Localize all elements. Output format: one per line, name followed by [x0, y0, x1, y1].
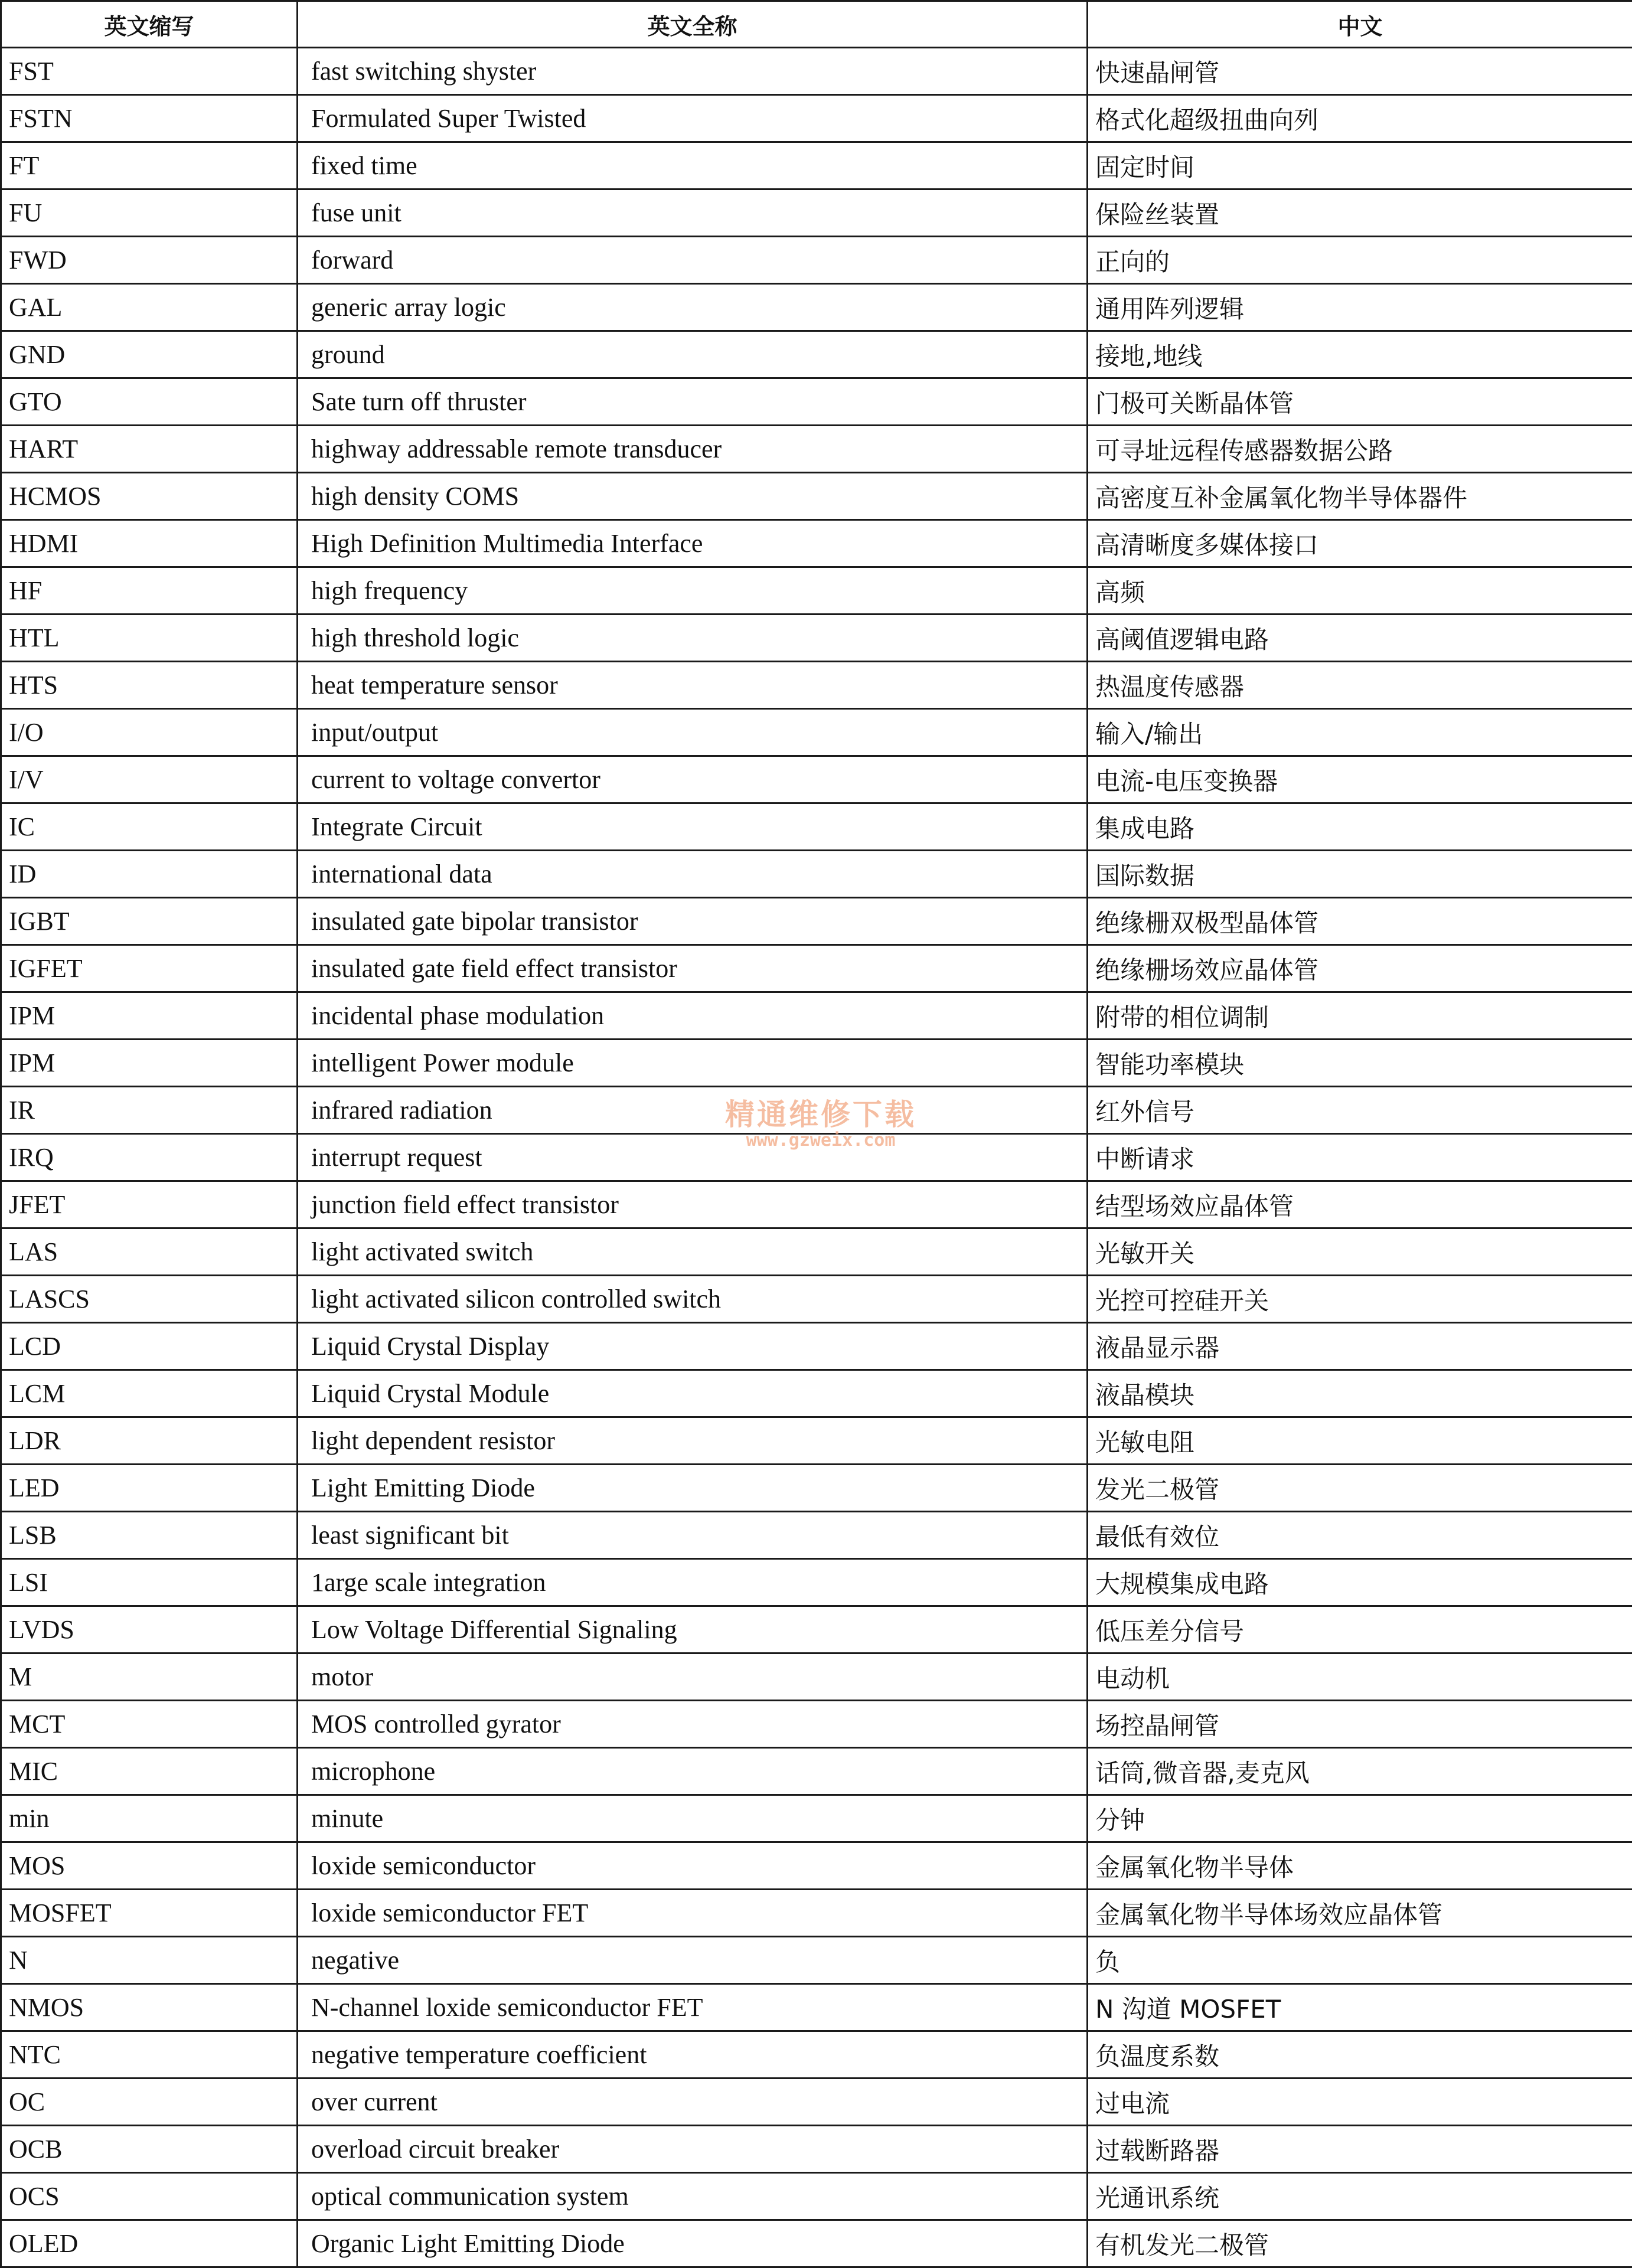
full-name-cell: interrupt request [298, 1134, 1088, 1181]
abbreviation-cell: min [1, 1795, 298, 1842]
abbreviation-cell: FT [1, 142, 298, 189]
chinese-cell: 可寻址远程传感器数据公路 [1088, 426, 1632, 473]
abbreviation-cell: LASCS [1, 1276, 298, 1323]
full-name-cell: highway addressable remote transducer [298, 426, 1088, 473]
abbreviation-cell: HART [1, 426, 298, 473]
table-row [1, 1937, 1632, 1984]
table-row [1, 945, 1632, 992]
table-row [1, 756, 1632, 803]
table-row [1, 331, 1632, 378]
full-name-cell: fast switching shyster [298, 48, 1088, 95]
full-name-cell: loxide semiconductor FET [298, 1890, 1088, 1937]
table-row [1, 1370, 1632, 1417]
table-row [1, 2173, 1632, 2220]
chinese-cell: 话筒,微音器,麦克风 [1088, 1748, 1632, 1795]
chinese-cell: 中断请求 [1088, 1134, 1632, 1181]
abbreviation-cell: IGBT [1, 898, 298, 945]
chinese-cell: 光控可控硅开关 [1088, 1276, 1632, 1323]
abbreviation-cell: FU [1, 189, 298, 237]
chinese-cell: 正向的 [1088, 237, 1632, 284]
table-row [1, 520, 1632, 567]
chinese-cell: N 沟道 MOSFET [1088, 1984, 1632, 2031]
table-row [1, 1984, 1632, 2031]
full-name-cell: high threshold logic [298, 615, 1088, 662]
full-name-cell: optical communication system [298, 2173, 1088, 2220]
table-row [1, 2126, 1632, 2173]
table-row [1, 1559, 1632, 1606]
abbreviation-cell: HDMI [1, 520, 298, 567]
watermark-url: www.gzweix.com [703, 1131, 939, 1150]
header-row [1, 1, 1632, 48]
chinese-cell: 固定时间 [1088, 142, 1632, 189]
abbreviation-cell: I/O [1, 709, 298, 756]
full-name-cell: Formulated Super Twisted [298, 95, 1088, 142]
table-row [1, 992, 1632, 1040]
full-name-cell: negative [298, 1937, 1088, 1984]
chinese-cell: 电流-电压变换器 [1088, 756, 1632, 803]
chinese-cell: 附带的相位调制 [1088, 992, 1632, 1040]
full-name-cell: over current [298, 2079, 1088, 2126]
chinese-cell: 过电流 [1088, 2079, 1632, 2126]
full-name-cell: high density COMS [298, 473, 1088, 520]
chinese-cell: 光敏开关 [1088, 1228, 1632, 1276]
abbreviation-cell: IRQ [1, 1134, 298, 1181]
full-name-cell: fixed time [298, 142, 1088, 189]
table-row [1, 473, 1632, 520]
abbreviation-cell: JFET [1, 1181, 298, 1228]
chinese-cell: 绝缘栅场效应晶体管 [1088, 945, 1632, 992]
watermark-logo-text: 精通维修下载 [703, 1098, 939, 1131]
header-abbreviation: 英文缩写 [1, 1, 298, 48]
full-name-cell: input/output [298, 709, 1088, 756]
full-name-cell: High Definition Multimedia Interface [298, 520, 1088, 567]
table-row [1, 803, 1632, 851]
abbreviation-cell: IC [1, 803, 298, 851]
table-row [1, 1323, 1632, 1370]
table-row [1, 1512, 1632, 1559]
abbreviation-cell: N [1, 1937, 298, 1984]
chinese-cell: 结型场效应晶体管 [1088, 1181, 1632, 1228]
chinese-cell: 最低有效位 [1088, 1512, 1632, 1559]
chinese-cell: 发光二极管 [1088, 1465, 1632, 1512]
abbreviation-cell: LSI [1, 1559, 298, 1606]
chinese-cell: 保险丝装置 [1088, 189, 1632, 237]
table-row [1, 662, 1632, 709]
chinese-cell: 高阈值逻辑电路 [1088, 615, 1632, 662]
chinese-cell: 高清晰度多媒体接口 [1088, 520, 1632, 567]
chinese-cell: 负温度系数 [1088, 2031, 1632, 2079]
abbreviation-cell: OCB [1, 2126, 298, 2173]
table-row [1, 2220, 1632, 2267]
abbreviation-cell: ID [1, 851, 298, 898]
abbreviation-cell: MCT [1, 1701, 298, 1748]
chinese-cell: 大规模集成电路 [1088, 1559, 1632, 1606]
table-row [1, 1890, 1632, 1937]
chinese-cell: 快速晶闸管 [1088, 48, 1632, 95]
chinese-cell: 过载断路器 [1088, 2126, 1632, 2173]
chinese-cell: 高密度互补金属氧化物半导体器件 [1088, 473, 1632, 520]
glossary-body [1, 48, 1632, 2267]
full-name-cell: light activated switch [298, 1228, 1088, 1276]
table-row [1, 426, 1632, 473]
full-name-cell: Sate turn off thruster [298, 378, 1088, 426]
table-row [1, 851, 1632, 898]
chinese-cell: 光通讯系统 [1088, 2173, 1632, 2220]
abbreviation-cell: I/V [1, 756, 298, 803]
full-name-cell: microphone [298, 1748, 1088, 1795]
table-row [1, 898, 1632, 945]
chinese-cell: 液晶显示器 [1088, 1323, 1632, 1370]
abbreviation-cell: IGFET [1, 945, 298, 992]
chinese-cell: 格式化超级扭曲向列 [1088, 95, 1632, 142]
abbreviation-cell: MIC [1, 1748, 298, 1795]
chinese-cell: 智能功率模块 [1088, 1040, 1632, 1087]
full-name-cell: high frequency [298, 567, 1088, 615]
full-name-cell: infrared radiation [298, 1087, 1088, 1134]
abbreviation-cell: M [1, 1653, 298, 1701]
abbreviation-cell: NMOS [1, 1984, 298, 2031]
full-name-cell: negative temperature coefficient [298, 2031, 1088, 2079]
full-name-cell: intelligent Power module [298, 1040, 1088, 1087]
abbreviation-cell: IPM [1, 992, 298, 1040]
full-name-cell: N-channel loxide semiconductor FET [298, 1984, 1088, 2031]
full-name-cell: fuse unit [298, 189, 1088, 237]
full-name-cell: least significant bit [298, 1512, 1088, 1559]
abbreviation-cell: HTS [1, 662, 298, 709]
full-name-cell: insulated gate bipolar transistor [298, 898, 1088, 945]
table-row [1, 1134, 1632, 1181]
table-row [1, 1748, 1632, 1795]
chinese-cell: 集成电路 [1088, 803, 1632, 851]
table-row [1, 1417, 1632, 1465]
table-row [1, 1040, 1632, 1087]
chinese-cell: 液晶模块 [1088, 1370, 1632, 1417]
table-row [1, 615, 1632, 662]
full-name-cell: Liquid Crystal Module [298, 1370, 1088, 1417]
full-name-cell: MOS controlled gyrator [298, 1701, 1088, 1748]
table-row [1, 2031, 1632, 2079]
table-row [1, 1276, 1632, 1323]
abbreviation-cell: LCD [1, 1323, 298, 1370]
chinese-cell: 接地,地线 [1088, 331, 1632, 378]
table-row [1, 1181, 1632, 1228]
abbreviation-cell: HTL [1, 615, 298, 662]
header-chinese: 中文 [1088, 1, 1632, 48]
table-row [1, 1842, 1632, 1890]
chinese-cell: 热温度传感器 [1088, 662, 1632, 709]
abbreviation-cell: HCMOS [1, 473, 298, 520]
full-name-cell: junction field effect transistor [298, 1181, 1088, 1228]
table-row [1, 1701, 1632, 1748]
abbreviation-cell: LCM [1, 1370, 298, 1417]
chinese-cell: 有机发光二极管 [1088, 2220, 1632, 2267]
table-row [1, 567, 1632, 615]
abbreviation-cell: LDR [1, 1417, 298, 1465]
chinese-cell: 金属氧化物半导体 [1088, 1842, 1632, 1890]
header-full-name: 英文全称 [298, 1, 1088, 48]
abbreviation-cell: GTO [1, 378, 298, 426]
table-row [1, 2079, 1632, 2126]
table-row [1, 48, 1632, 95]
abbreviation-cell: LED [1, 1465, 298, 1512]
chinese-cell: 分钟 [1088, 1795, 1632, 1842]
table-row [1, 189, 1632, 237]
abbreviation-cell: FWD [1, 237, 298, 284]
table-row [1, 1653, 1632, 1701]
full-name-cell: light activated silicon controlled switch [298, 1276, 1088, 1323]
full-name-cell: Low Voltage Differential Signaling [298, 1606, 1088, 1653]
chinese-cell: 国际数据 [1088, 851, 1632, 898]
table-row [1, 1795, 1632, 1842]
full-name-cell: light dependent resistor [298, 1417, 1088, 1465]
abbreviation-cell: OCS [1, 2173, 298, 2220]
table-row [1, 284, 1632, 331]
abbreviation-cell: MOS [1, 1842, 298, 1890]
abbreviation-cell: IR [1, 1087, 298, 1134]
table-row [1, 142, 1632, 189]
abbreviation-cell: LSB [1, 1512, 298, 1559]
full-name-cell: incidental phase modulation [298, 992, 1088, 1040]
full-name-cell: motor [298, 1653, 1088, 1701]
abbreviation-cell: FST [1, 48, 298, 95]
full-name-cell: loxide semiconductor [298, 1842, 1088, 1890]
full-name-cell: Liquid Crystal Display [298, 1323, 1088, 1370]
full-name-cell: 1arge scale integration [298, 1559, 1088, 1606]
full-name-cell: minute [298, 1795, 1088, 1842]
full-name-cell: current to voltage convertor [298, 756, 1088, 803]
abbreviation-cell: FSTN [1, 95, 298, 142]
table-row [1, 237, 1632, 284]
chinese-cell: 门极可关断晶体管 [1088, 378, 1632, 426]
chinese-cell: 绝缘栅双极型晶体管 [1088, 898, 1632, 945]
table-row [1, 378, 1632, 426]
abbreviation-cell: GAL [1, 284, 298, 331]
table-row [1, 1087, 1632, 1134]
full-name-cell: forward [298, 237, 1088, 284]
full-name-cell: ground [298, 331, 1088, 378]
chinese-cell: 低压差分信号 [1088, 1606, 1632, 1653]
full-name-cell: insulated gate field effect transistor [298, 945, 1088, 992]
abbreviation-cell: LVDS [1, 1606, 298, 1653]
table-row [1, 1606, 1632, 1653]
abbreviation-cell: OC [1, 2079, 298, 2126]
abbreviation-cell: NTC [1, 2031, 298, 2079]
table-row [1, 1465, 1632, 1512]
chinese-cell: 负 [1088, 1937, 1632, 1984]
table-row [1, 709, 1632, 756]
abbreviation-cell: GND [1, 331, 298, 378]
chinese-cell: 电动机 [1088, 1653, 1632, 1701]
chinese-cell: 通用阵列逻辑 [1088, 284, 1632, 331]
full-name-cell: heat temperature sensor [298, 662, 1088, 709]
full-name-cell: generic array logic [298, 284, 1088, 331]
table-row [1, 95, 1632, 142]
full-name-cell: Integrate Circuit [298, 803, 1088, 851]
chinese-cell: 输入/输出 [1088, 709, 1632, 756]
full-name-cell: international data [298, 851, 1088, 898]
abbreviation-cell: IPM [1, 1040, 298, 1087]
chinese-cell: 场控晶闸管 [1088, 1701, 1632, 1748]
abbreviation-cell: OLED [1, 2220, 298, 2267]
table-row [1, 1228, 1632, 1276]
chinese-cell: 红外信号 [1088, 1087, 1632, 1134]
chinese-cell: 金属氧化物半导体场效应晶体管 [1088, 1890, 1632, 1937]
chinese-cell: 光敏电阻 [1088, 1417, 1632, 1465]
abbreviation-cell: MOSFET [1, 1890, 298, 1937]
full-name-cell: overload circuit breaker [298, 2126, 1088, 2173]
abbreviation-cell: HF [1, 567, 298, 615]
full-name-cell: Organic Light Emitting Diode [298, 2220, 1088, 2267]
chinese-cell: 高频 [1088, 567, 1632, 615]
abbreviation-cell: LAS [1, 1228, 298, 1276]
full-name-cell: Light Emitting Diode [298, 1465, 1088, 1512]
